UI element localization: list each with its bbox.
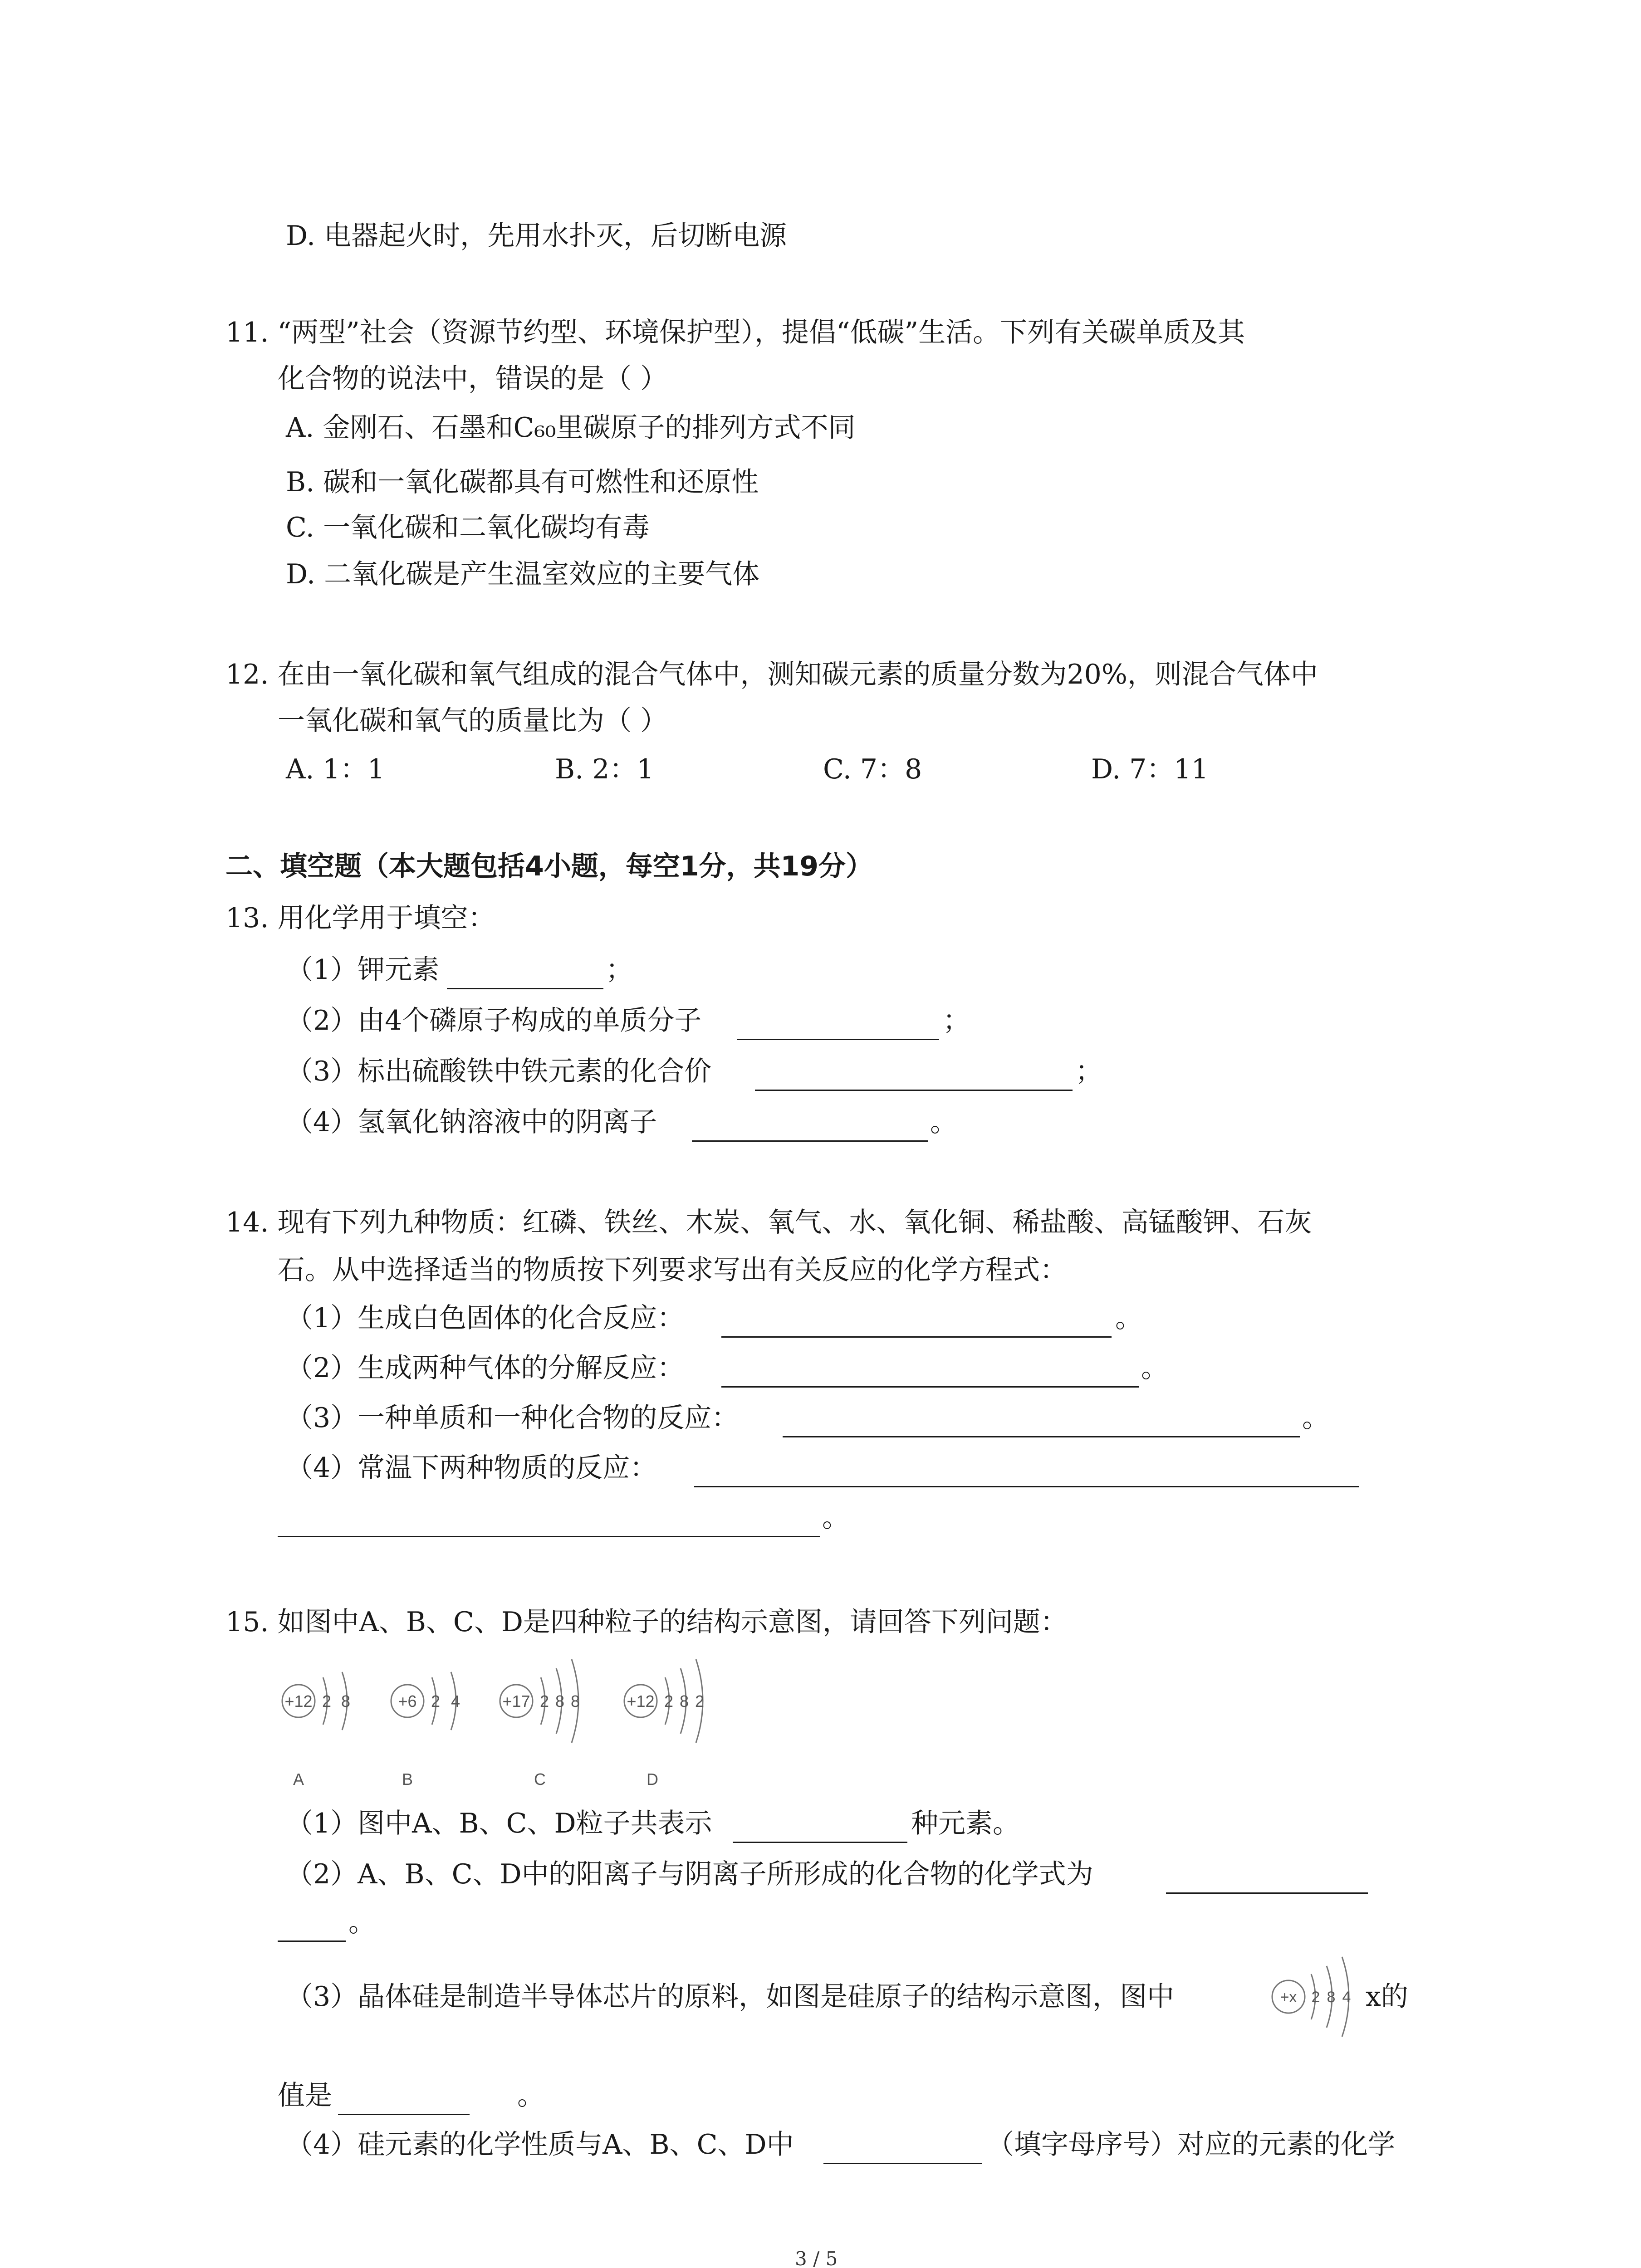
silicon-nucleus: +x <box>1280 1989 1297 2006</box>
q15-stem: 15. 如图中A、B、C、D是四种粒子的结构示意图，请回答下列问题： <box>225 1606 1068 1638</box>
q15-blank2-line2[interactable] <box>278 1941 346 1942</box>
q13-blank4[interactable] <box>692 1140 928 1142</box>
q11-option-c: C. 一氧化碳和二氧化碳均有毒 <box>286 512 650 543</box>
atom-c-shell1-count: 2 <box>539 1692 549 1711</box>
q13-item2: （2）由4个磷原子构成的单质分子 <box>286 1005 702 1036</box>
silicon-shell3-count: 4 <box>1342 1989 1351 2006</box>
q14-item3: （3）一种单质和一种化合物的反应： <box>286 1402 739 1434</box>
q13-item1-end: ； <box>606 954 633 986</box>
atom-d-nucleus: +12 <box>627 1692 655 1711</box>
q15-item2-end: 。 <box>348 1906 376 1938</box>
q14-item1-end: 。 <box>1115 1302 1142 1334</box>
atom-b-nucleus: +6 <box>398 1692 417 1711</box>
q14-item4-end: 。 <box>822 1502 849 1534</box>
atom-a-shell1-count: 2 <box>322 1692 332 1711</box>
q15-blank1[interactable] <box>733 1842 907 1843</box>
q13-item2-end: ； <box>943 1005 970 1036</box>
q15-item3-end: 。 <box>517 2080 544 2112</box>
q13-item3: （3）标出硫酸铁中铁元素的化合价 <box>286 1056 712 1087</box>
atom-structure-diagrams <box>272 1642 726 1796</box>
q12-stem-line1: 12. 在由一氧化碳和氧气组成的混合气体中，测知碳元素的质量分数为20%，则混合气体中 <box>225 659 1318 690</box>
q13-blank2[interactable] <box>737 1039 939 1040</box>
atom-d-shell3-count: 2 <box>695 1692 705 1711</box>
q15-item3-tail: x的 <box>1366 1981 1408 2013</box>
q14-item3-end: 。 <box>1302 1402 1329 1434</box>
silicon-shell2-count: 8 <box>1327 1989 1336 2006</box>
atom-d-label: D <box>647 1770 658 1789</box>
q15-item3: （3）晶体硅是制造半导体芯片的原料，如图是硅原子的结构示意图，图中 <box>286 1981 1175 2013</box>
q13-blank1[interactable] <box>447 988 603 989</box>
atom-c-shell2-count: 8 <box>555 1692 565 1711</box>
atom-a-label: A <box>293 1770 304 1789</box>
q15-blank2-line1[interactable] <box>1166 1892 1368 1894</box>
atom-c-label: C <box>534 1770 546 1789</box>
q11-stem-line2: 化合物的说法中，错误的是（ ） <box>278 363 668 395</box>
q11-option-d: D. 二氧化碳是产生温室效应的主要气体 <box>286 558 760 590</box>
q11-option-b: B. 碳和一氧化碳都具有可燃性和还原性 <box>286 466 759 498</box>
q15-item1: （1）图中A、B、C、D粒子共表示 <box>286 1808 712 1839</box>
atom-b-shell1-count: 2 <box>431 1692 441 1711</box>
atom-a-nucleus: +12 <box>284 1692 313 1711</box>
q15-item1-end: 种元素。 <box>911 1808 1020 1839</box>
silicon-shell1-count: 2 <box>1311 1989 1320 2006</box>
q12-option-b: B. 2：1 <box>555 753 654 785</box>
q10-option-d: D. 电器起火时，先用水扑灭，后切断电源 <box>286 220 787 252</box>
q14-stem-line1: 14. 现有下列九种物质：红磷、铁丝、木炭、氧气、水、氧化铜、稀盐酸、高锰酸钾、石灰 <box>225 1207 1312 1238</box>
q15-item3-cont: 值是 <box>278 2080 332 2112</box>
q14-blank3[interactable] <box>783 1436 1300 1437</box>
q15-item4-tail: （填字母序号）对应的元素的化学 <box>987 2129 1395 2160</box>
q13-item3-end: ； <box>1075 1056 1102 1087</box>
q14-stem-line2: 石。从中选择适当的物质按下列要求写出有关反应的化学方程式： <box>278 1254 1067 1286</box>
q13-blank3[interactable] <box>755 1090 1073 1091</box>
atom-b-shell2-count: 4 <box>451 1692 460 1711</box>
q13-item1: （1）钾元素 <box>286 954 440 986</box>
page-number: 3 / 5 <box>795 2248 838 2268</box>
atom-d-shell2-count: 8 <box>679 1692 689 1711</box>
q14-blank4-line1[interactable] <box>694 1486 1359 1487</box>
q14-blank1[interactable] <box>721 1336 1112 1338</box>
q15-item2: （2）A、B、C、D中的阳离子与阴离子所形成的化合物的化学式为 <box>286 1858 1093 1890</box>
q15-item4: （4）硅元素的化学性质与A、B、C、D中 <box>286 2129 794 2160</box>
q14-item2: （2）生成两种气体的分解反应： <box>286 1352 685 1384</box>
q12-option-d: D. 7：11 <box>1091 753 1209 785</box>
atom-d-shell1-count: 2 <box>664 1692 674 1711</box>
q11-stem-line1: 11. “两型”社会（资源节约型、环境保护型），提倡“低碳”生活。下列有关碳单质及其 <box>225 317 1245 348</box>
q13-item4: （4）氢氧化钠溶液中的阴离子 <box>286 1106 657 1138</box>
q13-item4-end: 。 <box>930 1106 957 1138</box>
q12-stem-line2: 一氧化碳和氧气的质量比为（ ） <box>278 705 668 737</box>
q14-item1: （1）生成白色固体的化合反应： <box>286 1302 685 1334</box>
atom-a-shell2-count: 8 <box>341 1692 351 1711</box>
q14-item2-end: 。 <box>1141 1352 1168 1384</box>
q11-option-a: A. 金刚石、石墨和C₆₀里碳原子的排列方式不同 <box>286 412 856 444</box>
q14-blank2[interactable] <box>721 1386 1139 1388</box>
atom-c-nucleus: +17 <box>502 1692 530 1711</box>
q12-option-a: A. 1：1 <box>286 753 385 785</box>
q13-stem: 13. 用化学用于填空： <box>225 902 495 934</box>
q15-blank3[interactable] <box>338 2114 470 2115</box>
atom-b-label: B <box>402 1770 413 1789</box>
section-heading: 二、填空题（本大题包括4小题，每空1分，共19分） <box>225 850 873 882</box>
q14-item4: （4）常温下两种物质的反应： <box>286 1452 657 1484</box>
q14-blank4-line2[interactable] <box>278 1536 820 1537</box>
q12-option-c: C. 7：8 <box>823 753 922 785</box>
atom-c-shell3-count: 8 <box>570 1692 580 1711</box>
q15-blank4[interactable] <box>823 2163 982 2164</box>
